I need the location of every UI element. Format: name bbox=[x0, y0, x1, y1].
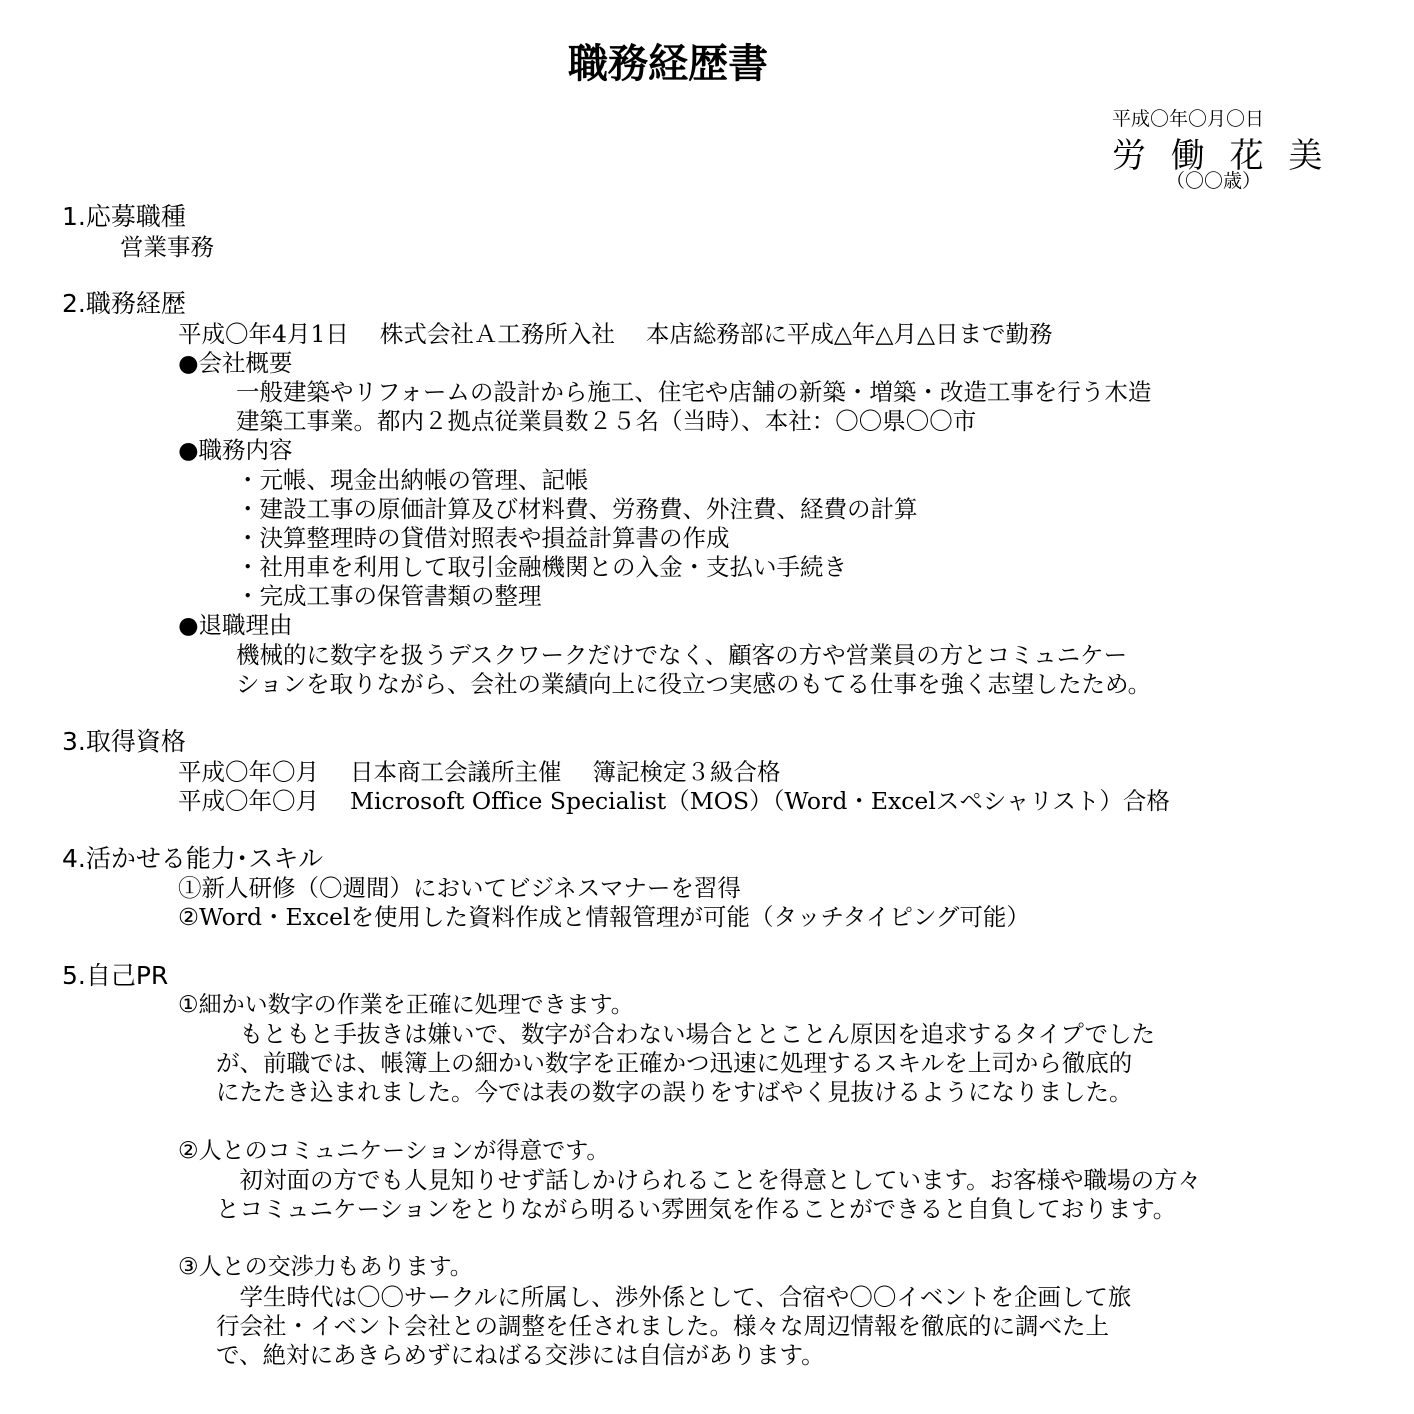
resignation-reason-line: 機械的に数字を扱うデスクワークだけでなく、顧客の方や営業員の方とコミュニケー bbox=[236, 641, 1128, 669]
pr-point-line: にたたき込まれました。今では表の数字の誤りをすばやく見抜けるようになりました。 bbox=[216, 1078, 1133, 1106]
pr-point-line: とコミュニケーションをとりながら明るい雰囲気を作ることができると自負しております。 bbox=[216, 1195, 1177, 1223]
skill-item: ①新人研修（〇週間）においてビジネスマナーを習得 bbox=[178, 874, 741, 902]
resignation-reason-line: ションを取りながら、会社の業績向上に役立つ実感のもてる仕事を強く志望したため。 bbox=[236, 670, 1152, 698]
section-heading-work-history: 2.職務経歴 bbox=[62, 289, 186, 318]
pr-point-line: で、絶対にあきらめずにねばる交渉には自信があります。 bbox=[216, 1341, 825, 1369]
resignation-reason-label: ●退職理由 bbox=[178, 611, 293, 639]
pr-point-line: もともと手抜きは嫌いで、数字が合わない場合ととことん原因を追求するタイプでした bbox=[216, 1020, 1156, 1048]
duty-item: ・元帳、現金出納帳の管理、記帳 bbox=[236, 466, 589, 494]
duty-item: ・建設工事の原価計算及び材料費、労務費、外注費、経費の計算 bbox=[236, 495, 918, 523]
section-heading-skills: 4.活かせる能力･スキル bbox=[62, 844, 324, 873]
section-heading-desired-position: 1.応募職種 bbox=[62, 202, 186, 231]
company-overview-line: 一般建築やリフォームの設計から施工、住宅や店舗の新築・増築・改造工事を行う木造 bbox=[236, 378, 1152, 406]
section-heading-self-pr: 5.自己PR bbox=[62, 961, 169, 990]
skill-item: ②Word・Excelを使用した資料作成と情報管理が可能（タッチタイピング可能） bbox=[178, 903, 1030, 931]
pr-point-title: ①細かい数字の作業を正確に処理できます。 bbox=[178, 992, 634, 1018]
duty-item: ・社用車を利用して取引金融機関との入金・支払い手続き bbox=[236, 553, 847, 581]
qualification-item: 平成〇年〇月 Microsoft Office Specialist（MOS）（Word・Excelスペシャリスト）合格 bbox=[178, 787, 1170, 815]
applicant-age: （〇〇歳） bbox=[1166, 170, 1262, 192]
company-overview-label: ●会社概要 bbox=[178, 349, 293, 377]
applicant-name: 労 働 花 美 bbox=[1112, 136, 1330, 176]
company-overview-line: 建築工事業。都内２拠点従業員数２５名（当時）、本社：〇〇県〇〇市 bbox=[236, 407, 977, 435]
pr-point-line: 行会社・イベント会社との調整を任されました。様々な周辺情報を徹底的に調べた上 bbox=[216, 1312, 1109, 1340]
pr-point-line: 初対面の方でも人見知りせず話しかけられることを得意としています。お客様や職場の方々 bbox=[216, 1166, 1202, 1194]
duty-item: ・完成工事の保管書類の整理 bbox=[236, 582, 542, 610]
employment-period: 平成〇年4月1日 株式会社Ａ工務所入社 本店総務部に平成△年△月△日まで勤務 bbox=[178, 320, 1053, 348]
pr-point-line: が、前職では、帳簿上の細かい数字を正確かつ迅速に処理するスキルを上司から徹底的 bbox=[216, 1049, 1133, 1077]
desired-position: 営業事務 bbox=[120, 233, 214, 261]
qualification-item: 平成〇年〇月 日本商工会議所主催 簿記検定３級合格 bbox=[178, 758, 781, 786]
pr-point-title: ②人とのコミュニケーションが得意です。 bbox=[178, 1138, 610, 1164]
document-title: 職務経歴書 bbox=[568, 41, 768, 87]
pr-point-title: ③人との交渉力もあります。 bbox=[178, 1254, 473, 1280]
duty-item: ・決算整理時の貸借対照表や損益計算書の作成 bbox=[236, 524, 730, 552]
duties-label: ●職務内容 bbox=[178, 436, 293, 464]
pr-point-line: 学生時代は〇〇サークルに所属し、渉外係として、合宿や〇〇イベントを企画して旅 bbox=[216, 1283, 1132, 1311]
section-heading-qualifications: 3.取得資格 bbox=[62, 727, 186, 756]
document-date: 平成〇年〇月〇日 bbox=[1112, 108, 1265, 130]
